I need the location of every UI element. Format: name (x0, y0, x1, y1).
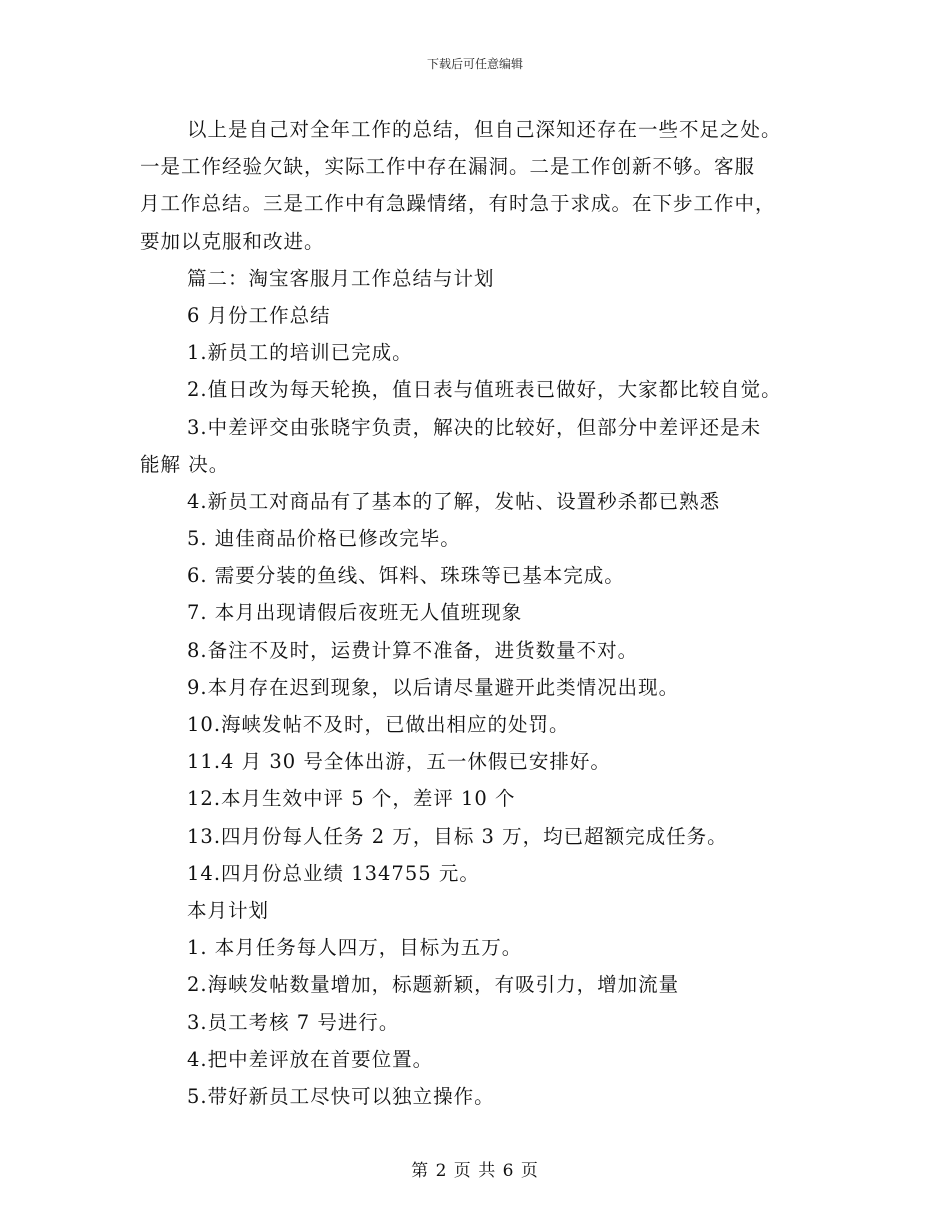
list-item: 3.员工考核 7 号进行。 (187, 1010, 400, 1034)
list-item: 2.值日改为每天轮换，值日表与值班表已做好，大家都比较自觉。 (187, 378, 782, 402)
document-body (140, 111, 820, 1115)
list-item: 12.本月生效中评 5 个，差评 10 个 (187, 787, 516, 811)
paragraph-line: 月工作总结。三是工作中有急躁情绪，有时急于求成。在下步工作中， (140, 192, 776, 216)
paragraph-line: 一是工作经验欠缺，实际工作中存在漏洞。二是工作创新不够。客服 (140, 155, 756, 179)
list-item: 11.4 月 30 号全体出游，五一休假已安排好。 (187, 750, 611, 774)
paragraph-line: 要加以克服和改进。 (140, 229, 325, 253)
subsection-heading: 6 月份工作总结 (187, 303, 331, 327)
list-item: 13.四月份每人任务 2 万，目标 3 万，均已超额完成任务。 (187, 824, 728, 848)
header-note: 下载后可任意编辑 (426, 57, 523, 71)
list-item: 1.新员工的培训已完成。 (187, 341, 413, 365)
list-item: 4.把中差评放在首要位置。 (187, 1047, 434, 1071)
page-number: 第 2 页 共 6 页 (411, 1161, 539, 1181)
list-item: 5. 迪佳商品价格已修改完毕。 (187, 527, 461, 551)
paragraph-line: 以上是自己对全年工作的总结，但自己深知还存在一些不足之处。 (187, 118, 782, 141)
subsection-heading: 本月计划 (187, 898, 270, 922)
list-item: 6. 需要分装的鱼线、饵料、珠珠等已基本完成。 (187, 564, 625, 588)
list-item: 2.海峡发帖数量增加，标题新颖，有吸引力，增加流量 (187, 973, 680, 997)
section-heading: 篇二：淘宝客服月工作总结与计划 (187, 266, 495, 290)
list-item: 8.备注不及时，运费计算不准备，进货数量不对。 (187, 638, 639, 662)
list-item: 10.海峡发帖不及时，已做出相应的处罚。 (187, 713, 570, 736)
list-item: 9.本月存在迟到现象，以后请尽量避开此类情况出现。 (187, 675, 680, 699)
list-item: 3.中差评交由张晓宇负责，解决的比较好，但部分中差评还是未 (187, 415, 762, 439)
list-item: 14.四月份总业绩 134755 元。 (187, 861, 480, 885)
list-item-continuation: 能解 决。 (140, 452, 230, 476)
list-item: 1. 本月任务每人四万，目标为五万。 (187, 936, 523, 960)
list-item: 5.带好新员工尽快可以独立操作。 (187, 1084, 495, 1108)
list-item: 4.新员工对商品有了基本的了解，发帖、设置秒杀都已熟悉 (187, 489, 721, 513)
list-item: 7. 本月出现请假后夜班无人值班现象 (187, 601, 523, 625)
